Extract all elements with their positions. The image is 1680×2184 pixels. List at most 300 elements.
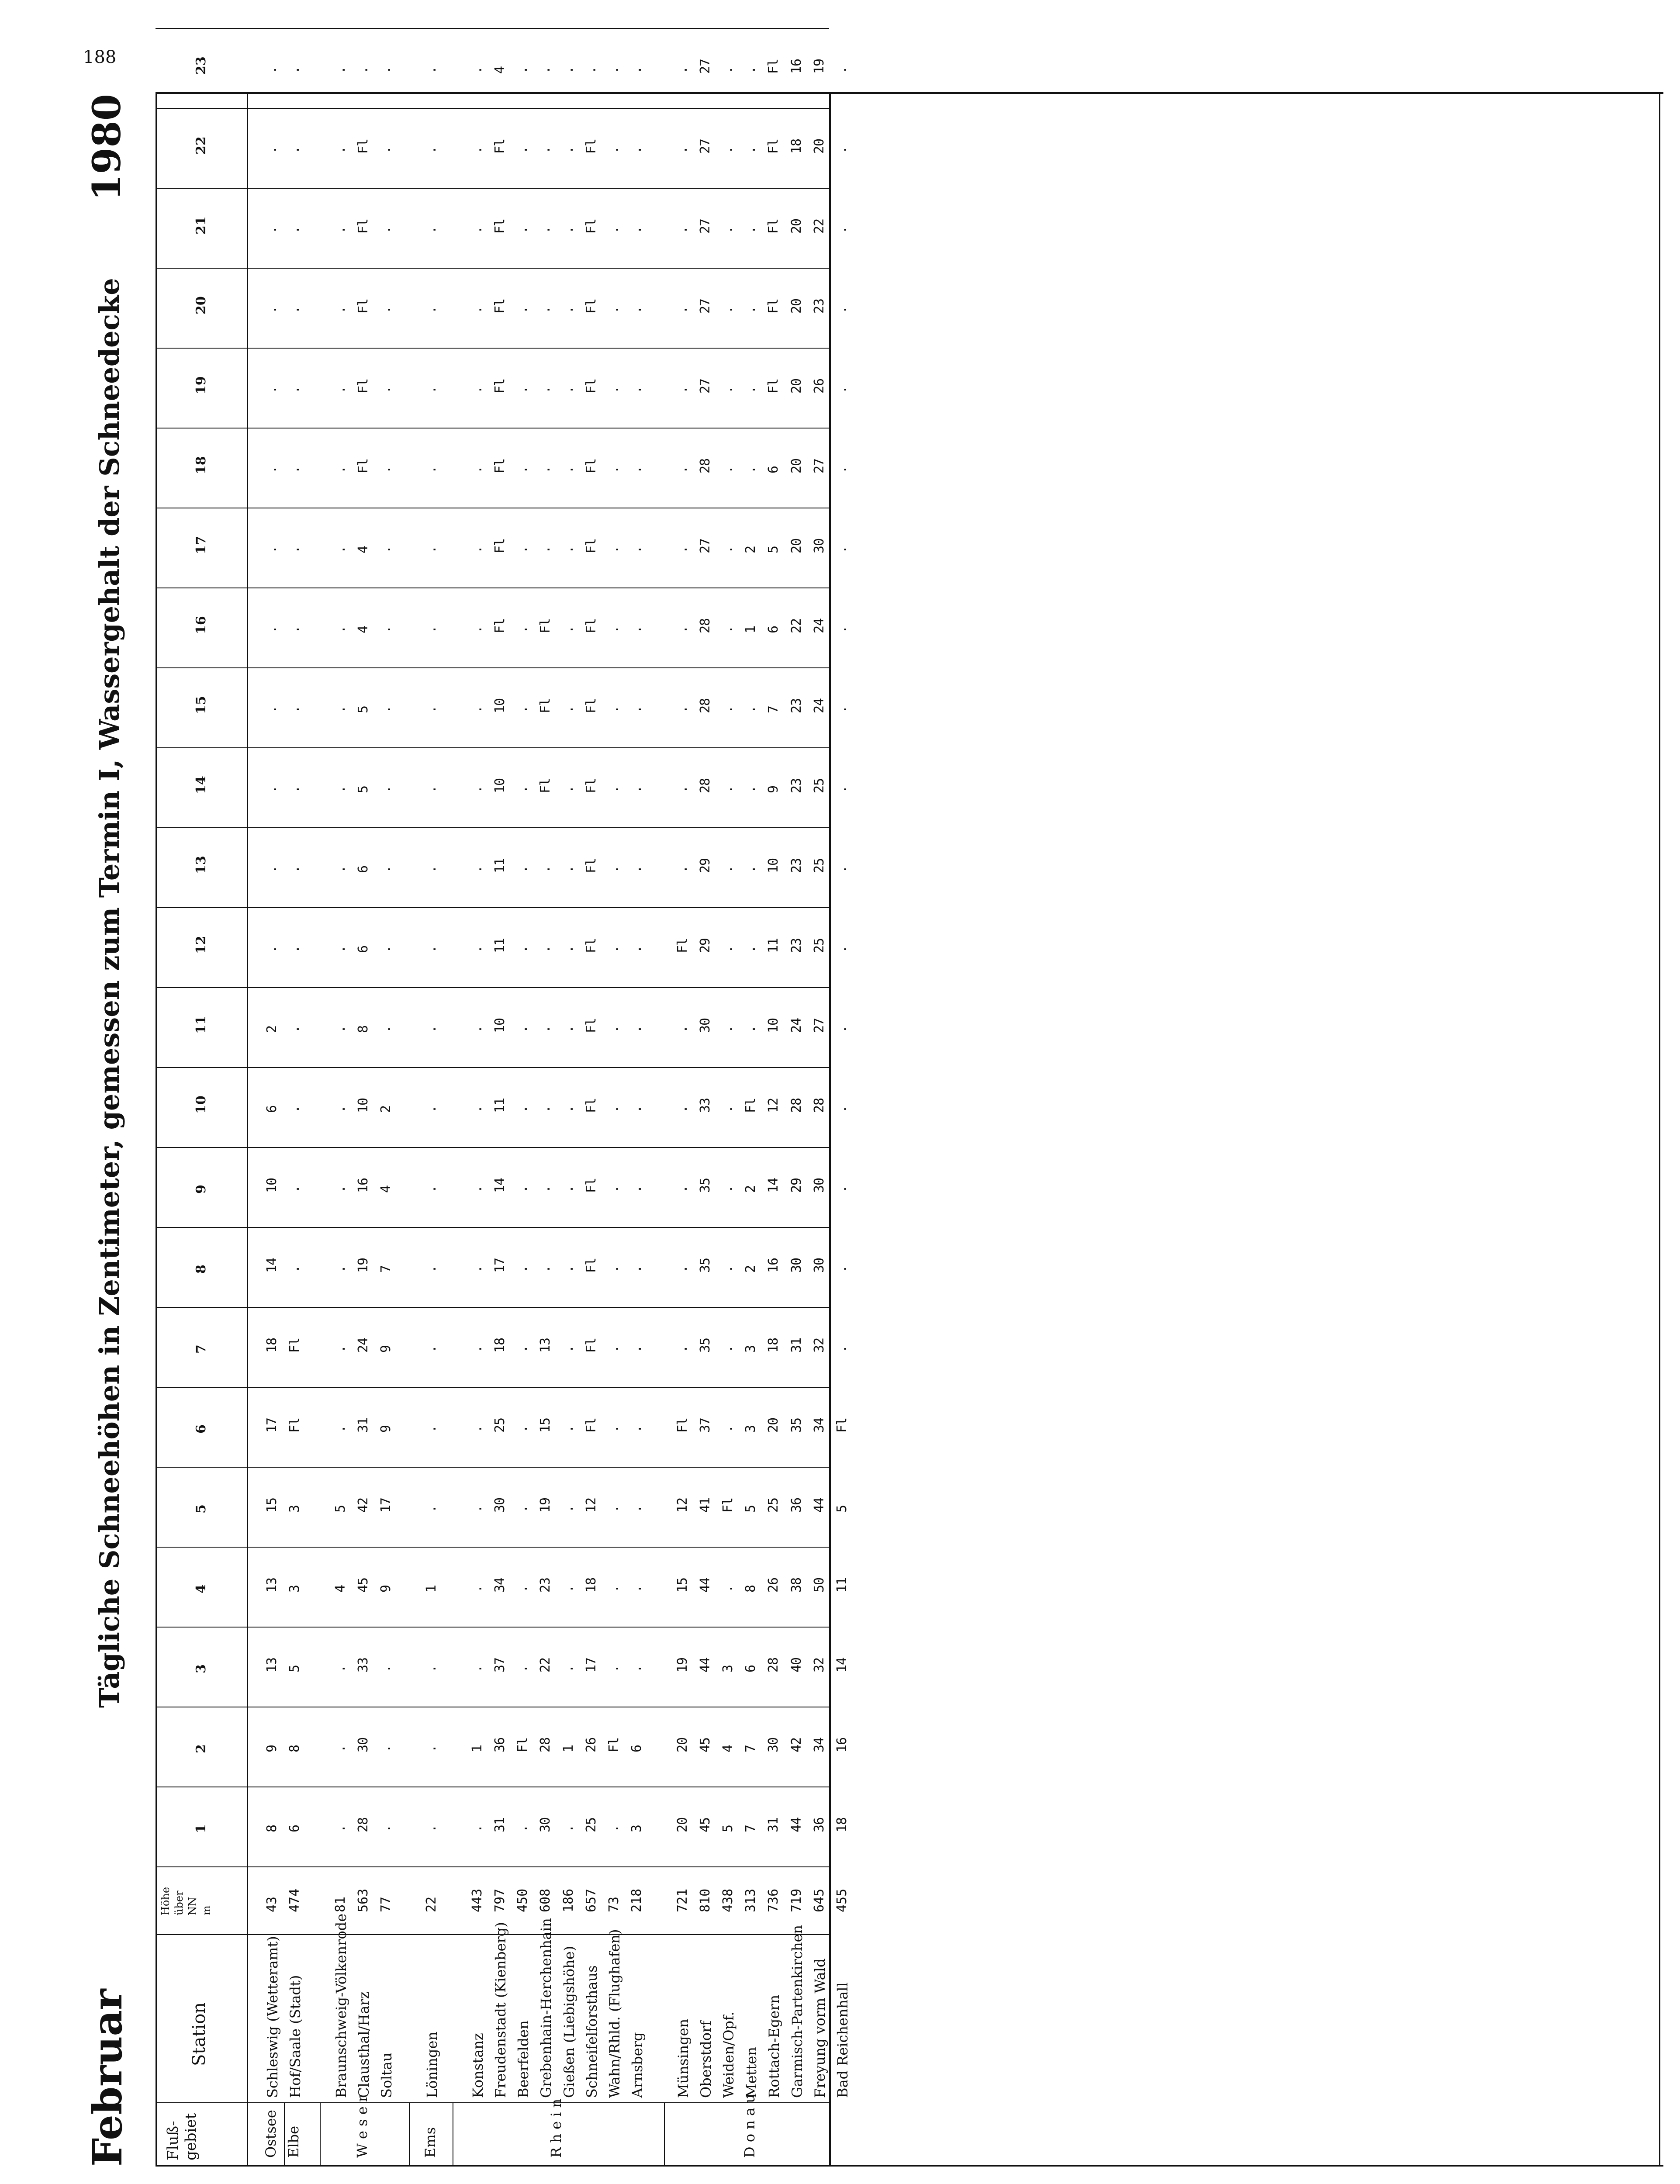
daily-snow-depth: 27 bbox=[697, 378, 713, 394]
daily-snow-depth: . bbox=[606, 306, 622, 314]
daily-snow-depth: . bbox=[332, 1745, 348, 1752]
daily-snow-depth: 6 bbox=[766, 466, 781, 473]
daily-snow-depth: . bbox=[538, 1185, 553, 1193]
daily-snow-depth: 24 bbox=[811, 618, 827, 633]
daily-snow-depth: . bbox=[606, 945, 622, 953]
daily-snow-depth: . bbox=[424, 546, 439, 553]
header-day-15: 15 bbox=[194, 696, 209, 714]
daily-snow-depth: 30 bbox=[788, 1258, 804, 1273]
table-left-rule bbox=[156, 2165, 1663, 2167]
daily-snow-depth: Fl bbox=[287, 1337, 303, 1353]
daily-snow-depth: 45 bbox=[697, 1817, 713, 1832]
daily-snow-depth: Fl bbox=[583, 138, 599, 154]
daily-snow-depth: . bbox=[332, 625, 348, 633]
daily-snow-depth: . bbox=[560, 66, 576, 74]
daily-snow-depth: 4 bbox=[378, 1185, 394, 1193]
daily-snow-depth: 29 bbox=[788, 1178, 804, 1193]
daily-snow-depth: 28 bbox=[538, 1737, 553, 1752]
daily-snow-depth: 30 bbox=[355, 1737, 371, 1752]
daily-snow-depth: 31 bbox=[492, 1817, 508, 1832]
daily-snow-depth: 28 bbox=[811, 1098, 827, 1113]
daily-snow-depth: Fl bbox=[583, 378, 599, 394]
header-day-22: 22 bbox=[194, 136, 209, 155]
daily-snow-depth: . bbox=[629, 1105, 645, 1113]
daily-snow-depth: . bbox=[560, 466, 576, 473]
station-height: 474 bbox=[287, 1888, 303, 1912]
header-day-19: 19 bbox=[194, 376, 209, 394]
daily-snow-depth: . bbox=[332, 1665, 348, 1673]
daily-snow-depth: 17 bbox=[492, 1258, 508, 1273]
day-column-rule bbox=[156, 827, 829, 828]
daily-snow-depth: . bbox=[560, 785, 576, 793]
daily-snow-depth: . bbox=[355, 66, 371, 74]
daily-snow-depth: 4 bbox=[355, 546, 371, 553]
daily-snow-depth: . bbox=[515, 705, 531, 713]
header-hoehe: Höhe über NN m bbox=[159, 1887, 213, 1915]
daily-snow-depth: 2 bbox=[743, 546, 759, 553]
daily-snow-depth: 37 bbox=[492, 1657, 508, 1673]
daily-snow-depth: . bbox=[606, 1345, 622, 1353]
daily-snow-depth: 12 bbox=[766, 1098, 781, 1113]
daily-snow-depth: . bbox=[332, 785, 348, 793]
daily-snow-depth: . bbox=[515, 386, 531, 394]
daily-snow-depth: . bbox=[424, 1505, 439, 1513]
daily-snow-depth: . bbox=[720, 705, 736, 713]
station-name: Weiden/Opf. bbox=[720, 2011, 737, 2098]
daily-snow-depth: . bbox=[720, 1345, 736, 1353]
daily-snow-depth: . bbox=[515, 945, 531, 953]
daily-snow-depth: 33 bbox=[697, 1098, 713, 1113]
daily-snow-depth: . bbox=[332, 1185, 348, 1193]
daily-snow-depth: . bbox=[743, 785, 759, 793]
daily-snow-depth: . bbox=[469, 625, 485, 633]
daily-snow-depth: Fl bbox=[583, 298, 599, 314]
daily-snow-depth: 8 bbox=[264, 1825, 280, 1832]
header-day-3: 3 bbox=[194, 1664, 209, 1673]
daily-snow-depth: . bbox=[264, 705, 280, 713]
daily-snow-depth: 28 bbox=[355, 1817, 371, 1832]
day-column-rule bbox=[156, 268, 829, 269]
daily-snow-depth: Fl bbox=[583, 538, 599, 553]
daily-snow-depth: 8 bbox=[743, 1585, 759, 1593]
daily-snow-depth: 18 bbox=[583, 1577, 599, 1593]
day-column-rule bbox=[156, 1387, 829, 1388]
daily-snow-depth: . bbox=[264, 466, 280, 473]
day-column-rule bbox=[156, 428, 829, 429]
daily-snow-depth: . bbox=[424, 1665, 439, 1673]
daily-snow-depth: Fl bbox=[538, 618, 553, 633]
daily-snow-depth: . bbox=[538, 386, 553, 394]
daily-snow-depth: . bbox=[743, 466, 759, 473]
daily-snow-depth: . bbox=[287, 625, 303, 633]
daily-snow-depth: . bbox=[287, 386, 303, 394]
day-column-rule bbox=[156, 1307, 829, 1308]
daily-snow-depth: . bbox=[629, 1345, 645, 1353]
daily-snow-depth: . bbox=[583, 66, 599, 74]
daily-snow-depth: . bbox=[743, 306, 759, 314]
daily-snow-depth: 24 bbox=[355, 1337, 371, 1353]
daily-snow-depth: . bbox=[287, 785, 303, 793]
daily-snow-depth: . bbox=[469, 865, 485, 873]
daily-snow-depth: 16 bbox=[788, 59, 804, 74]
daily-snow-depth: Fl bbox=[674, 1417, 690, 1433]
daily-snow-depth: 30 bbox=[766, 1737, 781, 1752]
daily-snow-depth: . bbox=[378, 146, 394, 154]
station-height: 218 bbox=[629, 1888, 645, 1912]
header-day-11: 11 bbox=[194, 1016, 209, 1034]
daily-snow-depth: 16 bbox=[834, 1737, 850, 1752]
daily-snow-depth: . bbox=[720, 865, 736, 873]
daily-snow-depth: 31 bbox=[766, 1817, 781, 1832]
daily-snow-depth: 24 bbox=[788, 1018, 804, 1033]
daily-snow-depth: . bbox=[287, 226, 303, 234]
daily-snow-depth: . bbox=[629, 1185, 645, 1193]
day-column-rule bbox=[156, 1227, 829, 1228]
year-heading: 1980 bbox=[84, 94, 129, 201]
daily-snow-depth: 22 bbox=[811, 218, 827, 234]
daily-snow-depth: . bbox=[332, 306, 348, 314]
station-name: Beerfelden bbox=[515, 2020, 532, 2098]
daily-snow-depth: 6 bbox=[629, 1745, 645, 1752]
header-day-16: 16 bbox=[194, 616, 209, 634]
station-name: Gießen (Liebigshöhe) bbox=[560, 1946, 577, 2098]
daily-snow-depth: 33 bbox=[355, 1657, 371, 1673]
daily-snow-depth: . bbox=[720, 306, 736, 314]
daily-snow-depth: . bbox=[560, 226, 576, 234]
daily-snow-depth: . bbox=[743, 945, 759, 953]
daily-snow-depth: . bbox=[424, 785, 439, 793]
daily-snow-depth: Fl bbox=[515, 1737, 531, 1752]
daily-snow-depth: . bbox=[606, 1505, 622, 1513]
daily-snow-depth: 34 bbox=[811, 1737, 827, 1752]
daily-snow-depth: . bbox=[720, 146, 736, 154]
daily-snow-depth: 9 bbox=[264, 1745, 280, 1752]
daily-snow-depth: . bbox=[469, 945, 485, 953]
daily-snow-depth: 15 bbox=[538, 1417, 553, 1433]
daily-snow-depth: . bbox=[560, 1825, 576, 1832]
station-height: 797 bbox=[492, 1888, 508, 1912]
daily-snow-depth: . bbox=[720, 1105, 736, 1113]
daily-snow-depth: . bbox=[834, 466, 850, 473]
daily-snow-depth: . bbox=[606, 1185, 622, 1193]
daily-snow-depth: Fl bbox=[583, 938, 599, 953]
daily-snow-depth: . bbox=[469, 1505, 485, 1513]
daily-snow-depth: . bbox=[424, 1185, 439, 1193]
daily-snow-depth: . bbox=[560, 865, 576, 873]
daily-snow-depth: . bbox=[743, 865, 759, 873]
daily-snow-depth: . bbox=[834, 1025, 850, 1033]
daily-snow-depth: 20 bbox=[788, 538, 804, 553]
basin-rule bbox=[320, 2103, 321, 2167]
daily-snow-depth: 20 bbox=[674, 1817, 690, 1832]
daily-snow-depth: 23 bbox=[788, 938, 804, 953]
basin-label: R h e i n bbox=[547, 2098, 564, 2158]
daily-snow-depth: 36 bbox=[492, 1737, 508, 1752]
day-column-rule bbox=[156, 108, 829, 109]
daily-snow-depth: . bbox=[515, 306, 531, 314]
daily-snow-depth: 10 bbox=[492, 1018, 508, 1033]
daily-snow-depth: 44 bbox=[788, 1817, 804, 1832]
daily-snow-depth: 9 bbox=[378, 1425, 394, 1433]
daily-snow-depth: . bbox=[424, 625, 439, 633]
daily-snow-depth: . bbox=[560, 1345, 576, 1353]
daily-snow-depth: Fl bbox=[355, 218, 371, 234]
daily-snow-depth: . bbox=[515, 226, 531, 234]
daily-snow-depth: 4 bbox=[720, 1745, 736, 1752]
daily-snow-depth: Fl bbox=[766, 138, 781, 154]
daily-snow-depth: 23 bbox=[788, 858, 804, 873]
daily-snow-depth: . bbox=[424, 1105, 439, 1113]
daily-snow-depth: . bbox=[560, 546, 576, 553]
daily-snow-depth: Fl bbox=[583, 858, 599, 873]
station-height: 657 bbox=[583, 1888, 599, 1912]
daily-snow-depth: 23 bbox=[811, 298, 827, 314]
daily-snow-depth: 17 bbox=[264, 1417, 280, 1433]
daily-snow-depth: 5 bbox=[834, 1505, 850, 1513]
daily-snow-depth: . bbox=[629, 386, 645, 394]
daily-snow-depth: . bbox=[674, 306, 690, 314]
daily-snow-depth: . bbox=[378, 66, 394, 74]
daily-snow-depth: . bbox=[606, 546, 622, 553]
daily-snow-depth: . bbox=[332, 66, 348, 74]
daily-snow-depth: . bbox=[720, 1585, 736, 1593]
daily-snow-depth: . bbox=[515, 865, 531, 873]
station-height: 721 bbox=[674, 1888, 690, 1912]
daily-snow-depth: 14 bbox=[766, 1178, 781, 1193]
daily-snow-depth: . bbox=[606, 785, 622, 793]
daily-snow-depth: . bbox=[469, 1345, 485, 1353]
basin-label: W e s e r bbox=[353, 2095, 370, 2158]
daily-snow-depth: 24 bbox=[811, 698, 827, 713]
daily-snow-depth: 26 bbox=[583, 1737, 599, 1752]
daily-snow-depth: 19 bbox=[355, 1258, 371, 1273]
daily-snow-depth: 30 bbox=[811, 1178, 827, 1193]
daily-snow-depth: . bbox=[469, 306, 485, 314]
daily-snow-depth: Fl bbox=[583, 458, 599, 473]
daily-snow-depth: . bbox=[606, 66, 622, 74]
daily-snow-depth: 3 bbox=[287, 1505, 303, 1513]
daily-snow-depth: . bbox=[560, 146, 576, 154]
daily-snow-depth: . bbox=[606, 1585, 622, 1593]
daily-snow-depth: . bbox=[378, 306, 394, 314]
daily-snow-depth: 28 bbox=[697, 698, 713, 713]
daily-snow-depth: 14 bbox=[492, 1178, 508, 1193]
daily-snow-depth: Fl bbox=[355, 138, 371, 154]
daily-snow-depth: 5 bbox=[766, 546, 781, 553]
daily-snow-depth: . bbox=[424, 865, 439, 873]
daily-snow-depth: . bbox=[538, 546, 553, 553]
daily-snow-depth: . bbox=[834, 1345, 850, 1353]
daily-snow-depth: . bbox=[538, 466, 553, 473]
daily-snow-depth: Fl bbox=[538, 698, 553, 713]
daily-snow-depth: . bbox=[606, 1265, 622, 1273]
day-column-rule bbox=[156, 747, 829, 748]
daily-snow-depth: . bbox=[834, 625, 850, 633]
daily-snow-depth: . bbox=[538, 306, 553, 314]
header-day-5: 5 bbox=[194, 1504, 209, 1514]
daily-snow-depth: . bbox=[720, 546, 736, 553]
daily-snow-depth: . bbox=[332, 226, 348, 234]
daily-snow-depth: . bbox=[834, 945, 850, 953]
header-day-17: 17 bbox=[194, 536, 209, 554]
daily-snow-depth: Fl bbox=[492, 138, 508, 154]
daily-snow-depth: . bbox=[606, 1825, 622, 1832]
daily-snow-depth: 10 bbox=[492, 778, 508, 793]
daily-snow-depth: . bbox=[378, 1025, 394, 1033]
daily-snow-depth: 27 bbox=[811, 1018, 827, 1033]
daily-snow-depth: . bbox=[287, 66, 303, 74]
daily-snow-depth: 15 bbox=[674, 1577, 690, 1593]
daily-snow-depth: . bbox=[720, 1425, 736, 1433]
daily-snow-depth: . bbox=[720, 66, 736, 74]
daily-snow-depth: 1 bbox=[560, 1745, 576, 1752]
daily-snow-depth: . bbox=[834, 1265, 850, 1273]
daily-snow-depth: 50 bbox=[811, 1577, 827, 1593]
daily-snow-depth: . bbox=[606, 1025, 622, 1033]
daily-snow-depth: . bbox=[515, 546, 531, 553]
daily-snow-depth: 18 bbox=[788, 138, 804, 154]
daily-snow-depth: 10 bbox=[766, 858, 781, 873]
daily-snow-depth: . bbox=[469, 146, 485, 154]
daily-snow-depth: 28 bbox=[697, 458, 713, 473]
daily-snow-depth: 6 bbox=[743, 1665, 759, 1673]
daily-snow-depth: . bbox=[560, 1585, 576, 1593]
daily-snow-depth: 37 bbox=[697, 1417, 713, 1433]
daily-snow-depth: 18 bbox=[264, 1337, 280, 1353]
daily-snow-depth: Fl bbox=[583, 1337, 599, 1353]
daily-snow-depth: 34 bbox=[811, 1417, 827, 1433]
daily-snow-depth: . bbox=[560, 625, 576, 633]
header-day-14: 14 bbox=[194, 776, 209, 794]
daily-snow-depth: 30 bbox=[811, 538, 827, 553]
daily-snow-depth: . bbox=[629, 865, 645, 873]
daily-snow-depth: . bbox=[629, 146, 645, 154]
daily-snow-depth: . bbox=[424, 386, 439, 394]
daily-snow-depth: Fl bbox=[583, 1178, 599, 1193]
station-height: 22 bbox=[424, 1896, 439, 1912]
daily-snow-depth: 28 bbox=[697, 618, 713, 633]
daily-snow-depth: . bbox=[606, 865, 622, 873]
daily-snow-depth: 23 bbox=[788, 698, 804, 713]
day-column-rule bbox=[156, 188, 829, 189]
basin-label: Elbe bbox=[285, 2125, 302, 2158]
daily-snow-depth: . bbox=[560, 1505, 576, 1513]
station-name: Metten bbox=[743, 2047, 760, 2098]
daily-snow-depth: 42 bbox=[355, 1497, 371, 1513]
daily-snow-depth: . bbox=[287, 466, 303, 473]
daily-snow-depth: . bbox=[538, 1025, 553, 1033]
daily-snow-depth: . bbox=[378, 945, 394, 953]
daily-snow-depth: . bbox=[515, 1105, 531, 1113]
daily-snow-depth: 17 bbox=[378, 1497, 394, 1513]
daily-snow-depth: . bbox=[629, 1025, 645, 1033]
daily-snow-depth: . bbox=[538, 1105, 553, 1113]
daily-snow-depth: . bbox=[515, 625, 531, 633]
daily-snow-depth: . bbox=[469, 66, 485, 74]
header-day-18: 18 bbox=[194, 456, 209, 474]
header-day-20: 20 bbox=[194, 296, 209, 314]
daily-snow-depth: . bbox=[469, 226, 485, 234]
day-column-rule bbox=[156, 1067, 829, 1068]
daily-snow-depth: . bbox=[606, 1665, 622, 1673]
daily-snow-depth: 12 bbox=[674, 1497, 690, 1513]
daily-snow-depth: . bbox=[538, 865, 553, 873]
basin-rule bbox=[409, 2103, 410, 2167]
daily-snow-depth: 20 bbox=[788, 298, 804, 314]
daily-snow-depth: 2 bbox=[743, 1265, 759, 1273]
daily-snow-depth: . bbox=[606, 1105, 622, 1113]
daily-snow-depth: . bbox=[674, 785, 690, 793]
daily-snow-depth: 10 bbox=[264, 1178, 280, 1193]
header-day-1: 1 bbox=[194, 1824, 209, 1833]
daily-snow-depth: . bbox=[606, 386, 622, 394]
station-name: Soltau bbox=[378, 2053, 395, 2098]
daily-snow-depth: . bbox=[606, 1425, 622, 1433]
daily-snow-depth: 27 bbox=[697, 138, 713, 154]
daily-snow-depth: 23 bbox=[788, 778, 804, 793]
daily-snow-depth: . bbox=[515, 146, 531, 154]
daily-snow-depth: . bbox=[378, 386, 394, 394]
daily-snow-depth: . bbox=[674, 1105, 690, 1113]
daily-snow-depth: . bbox=[629, 546, 645, 553]
daily-snow-depth: 40 bbox=[788, 1657, 804, 1673]
daily-snow-depth: 3 bbox=[743, 1425, 759, 1433]
daily-snow-depth: . bbox=[538, 66, 553, 74]
station-name: Freudenstadt (Kienberg) bbox=[492, 1922, 509, 2098]
daily-snow-depth: . bbox=[469, 1825, 485, 1832]
daily-snow-depth: . bbox=[606, 226, 622, 234]
daily-snow-depth: 5 bbox=[743, 1505, 759, 1513]
daily-snow-depth: 1 bbox=[743, 625, 759, 633]
daily-snow-depth: . bbox=[424, 945, 439, 953]
daily-snow-depth: 19 bbox=[538, 1497, 553, 1513]
header-station: Station bbox=[189, 2002, 209, 2066]
basin-rule bbox=[664, 2103, 665, 2167]
daily-snow-depth: . bbox=[720, 785, 736, 793]
daily-snow-depth: . bbox=[332, 466, 348, 473]
daily-snow-depth: . bbox=[424, 466, 439, 473]
daily-snow-depth: 27 bbox=[811, 458, 827, 473]
daily-snow-depth: . bbox=[515, 66, 531, 74]
daily-snow-depth: 30 bbox=[811, 1258, 827, 1273]
daily-snow-depth: . bbox=[834, 1185, 850, 1193]
daily-snow-depth: 4 bbox=[355, 625, 371, 633]
daily-snow-depth: . bbox=[264, 865, 280, 873]
daily-snow-depth: . bbox=[424, 66, 439, 74]
daily-snow-depth: . bbox=[629, 226, 645, 234]
page-number: 188 bbox=[83, 47, 117, 67]
daily-snow-depth: Fl bbox=[743, 1098, 759, 1113]
daily-snow-depth: . bbox=[264, 625, 280, 633]
station-height: 77 bbox=[378, 1896, 394, 1912]
daily-snow-depth: . bbox=[424, 146, 439, 154]
daily-snow-depth: . bbox=[560, 1265, 576, 1273]
daily-snow-depth: 6 bbox=[355, 865, 371, 873]
daily-snow-depth: . bbox=[720, 1025, 736, 1033]
daily-snow-depth: 6 bbox=[287, 1825, 303, 1832]
daily-snow-depth: . bbox=[834, 1105, 850, 1113]
daily-snow-depth: 7 bbox=[743, 1825, 759, 1832]
daily-snow-depth: . bbox=[264, 66, 280, 74]
daily-snow-depth: . bbox=[378, 226, 394, 234]
daily-snow-depth: . bbox=[424, 1265, 439, 1273]
daily-snow-depth: . bbox=[264, 785, 280, 793]
daily-snow-depth: Fl bbox=[492, 378, 508, 394]
daily-snow-depth: . bbox=[378, 785, 394, 793]
daily-snow-depth: . bbox=[515, 1265, 531, 1273]
day-column-rule bbox=[156, 587, 829, 588]
daily-snow-depth: . bbox=[629, 1585, 645, 1593]
